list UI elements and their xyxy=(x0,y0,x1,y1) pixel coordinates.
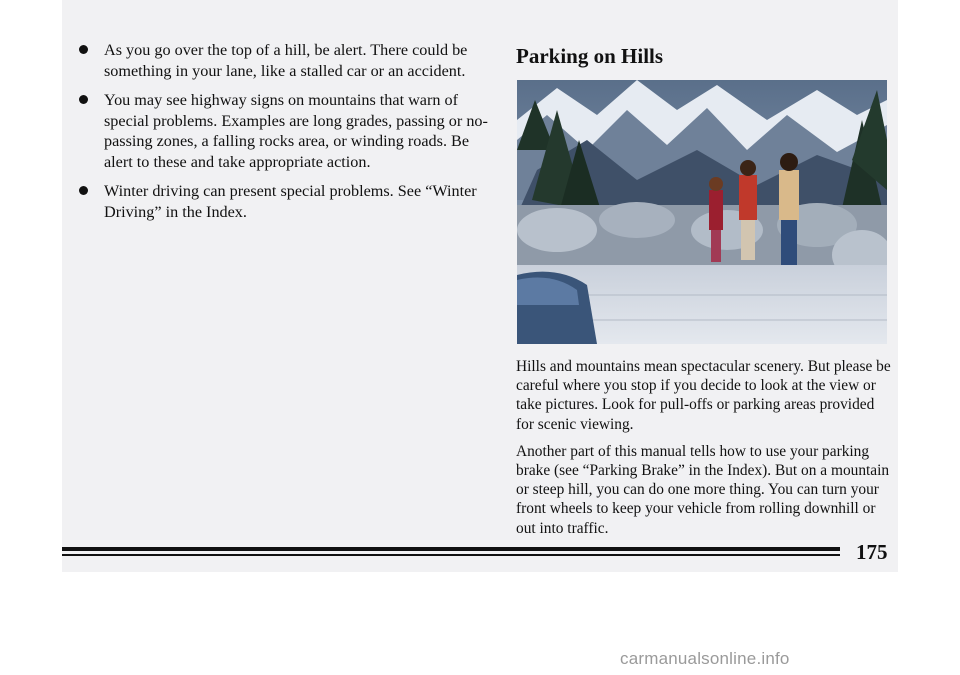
footer-rule-thick xyxy=(62,547,840,551)
section-heading: Parking on Hills xyxy=(516,44,664,68)
paragraph: Another part of this manual tells how to use your parking brake (see “Parking Brake” in the Index). But on a mountain or steep hill, you can do one more thing. You can turn your front wheels to keep your vehicle from rolling downhill or out into traffic. xyxy=(516,442,890,537)
left-column xyxy=(78,40,488,231)
footer-rule-thin xyxy=(62,554,840,556)
bullet-text: Winter driving can present special problems. See “Winter Driving” in the Index. xyxy=(104,182,477,221)
bullet-icon xyxy=(79,45,88,54)
page-number: 175 xyxy=(856,540,888,564)
bullet-icon xyxy=(79,186,88,195)
right-column xyxy=(516,44,892,546)
bullet-text: As you go over the top of a hill, be alert. There could be something in your lane, like a stalled car or an accident. xyxy=(104,41,468,80)
bullet-text: You may see highway signs on mountains that warn of special problems. Examples are long grades, passing or no-passing zones, a falling rocks area, or winding roads. Be alert to these and take appropriate action. xyxy=(104,91,488,171)
watermark: carmanualsonline.info xyxy=(620,649,790,668)
bullet-icon xyxy=(79,95,88,104)
bullet-item xyxy=(78,90,488,172)
mountain-scenery-illustration xyxy=(517,80,887,344)
paragraph: Hills and mountains mean spectacular scenery. But please be careful where you stop if you decide to look at the view or take pictures. Look for pull-offs or parking areas provided for scenic viewing. xyxy=(516,358,891,433)
bullet-item xyxy=(78,40,488,81)
bullet-item xyxy=(78,181,488,222)
